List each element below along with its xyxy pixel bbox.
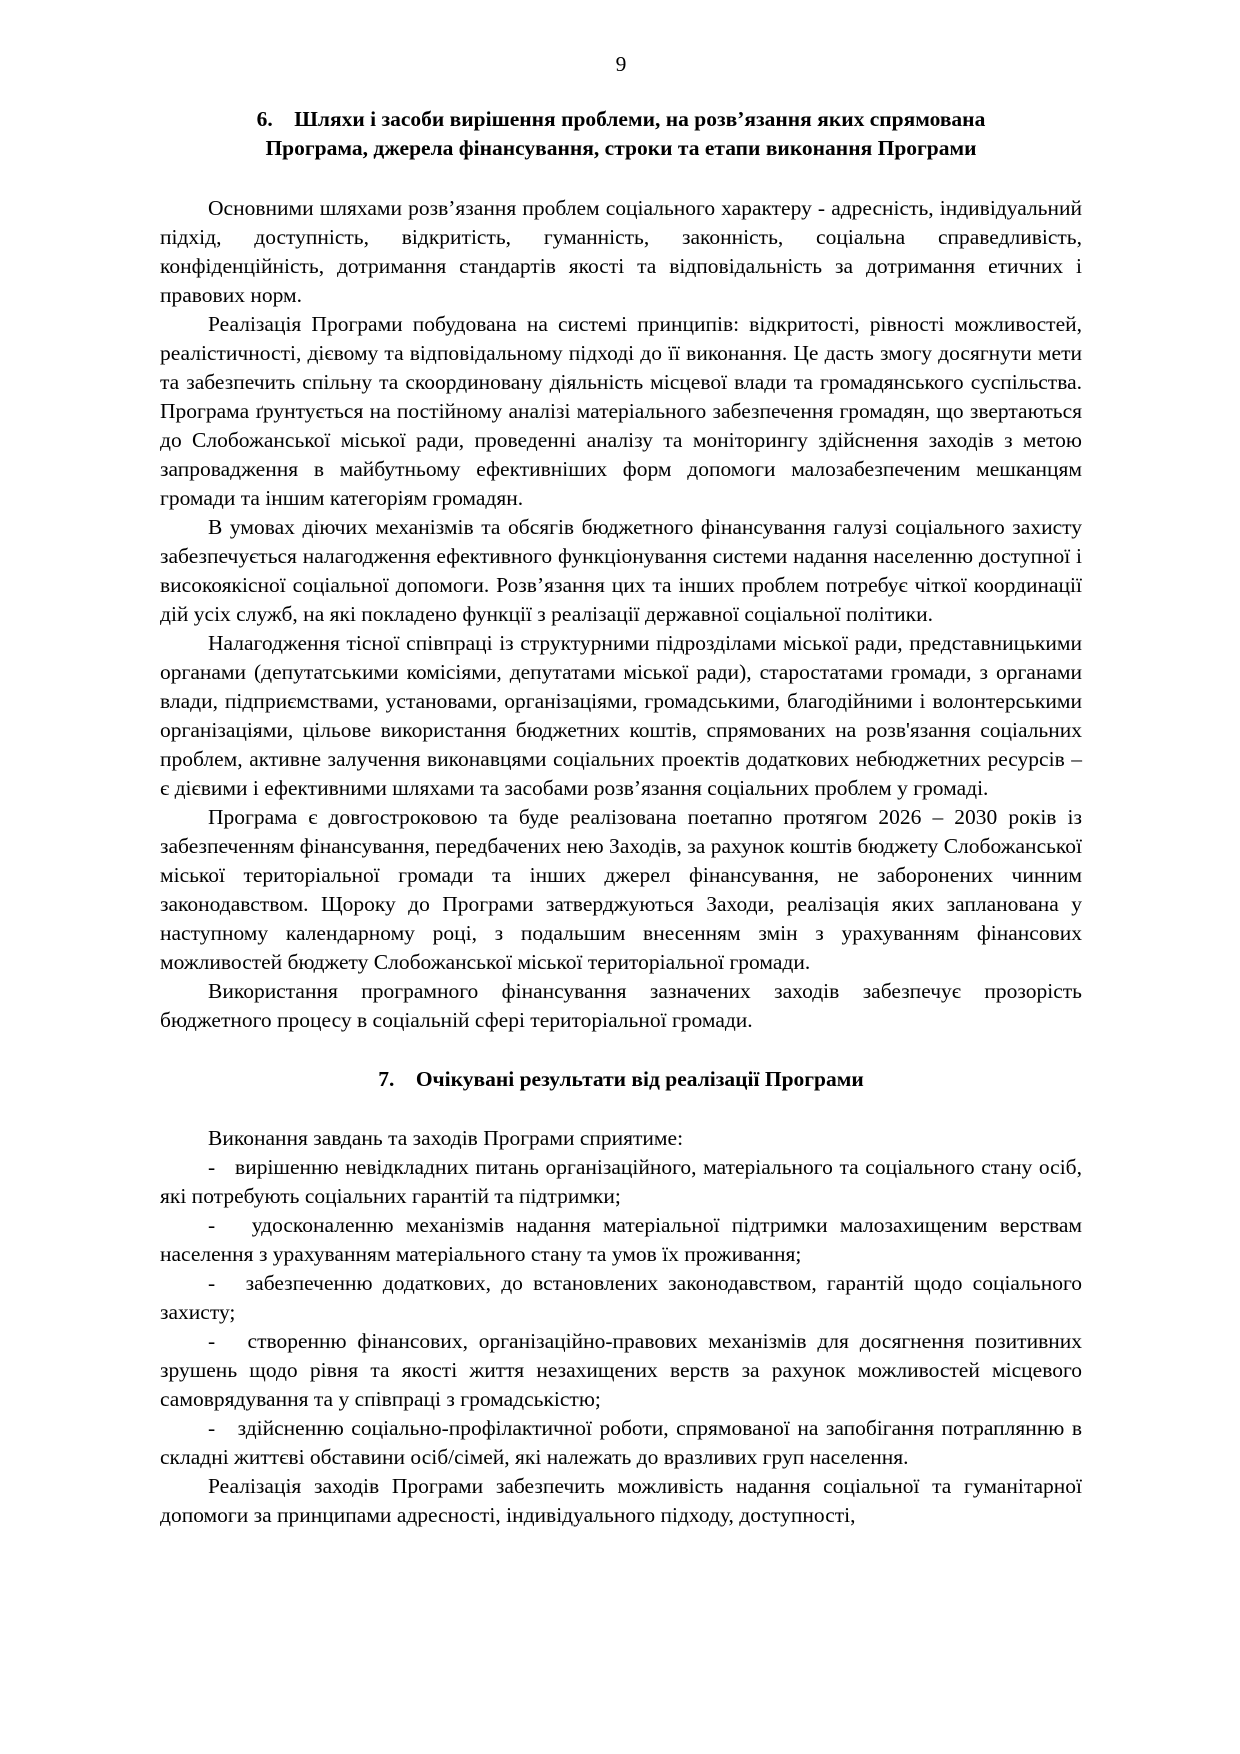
section-6-heading-line-2: Програма, джерела фінансування, строки та етапи виконання Програми: [265, 136, 977, 160]
section-6-heading: [160, 105, 1082, 163]
section-7-intro: Виконання завдань та заходів Програми сприятиме:: [208, 1126, 684, 1150]
section-7-list-item-3: - забезпеченню додаткових, до встановлених законодавством, гарантій щодо соціального захисту;: [160, 1271, 1082, 1324]
section-7-list-item-1: - вирішенню невідкладних питань організаційного, матеріального та соціального стану осіб, які потребують соціальних гарантій та підтримки;: [160, 1155, 1082, 1208]
section-7-closing: Реалізація заходів Програми забезпечить можливість надання соціальної та гуманітарної допомоги за принципами адресності, індивідуального підходу, доступності,: [160, 1474, 1082, 1527]
section-6-heading-line-1: 6. Шляхи і засоби вирішення проблеми, на розв’язання яких спрямована: [256, 107, 986, 131]
section-7-heading: 7. Очікувані результати від реалізації Програми: [378, 1067, 864, 1091]
page-number: 9: [615, 52, 627, 76]
section-6-paragraph-5: Програма є довгостроковою та буде реалізована поетапно протягом 2026 – 2030 років із забезпеченням фінансування, передбачених нею Заходів, за рахунок коштів бюджету Слобожанської міської територіальної громади та інших джерел фінансування, не заборонених чинним законодавством. Щороку до Програми затверджуються Заходи, реалізація яких запланована у наступному календарному році, з подальшим внесенням змін з урахуванням фінансових можливостей бюджету Слобожанської міської територіальної громади.: [160, 805, 1082, 974]
section-6-paragraph-2: Реалізація Програми побудована на системі принципів: відкритості, рівності можливостей, реалістичності, дієвому та відповідальному підході до її виконання. Це дасть змогу досягнути мети та забезпечить спільну та скоординовану діяльність місцевої влади та громадянського суспільства. Програма ґрунтується на постійному аналізі матеріального забезпечення громадян, що звертаються до Слобожанської міської ради, проведенні аналізу та моніторингу здійснення заходів з метою запровадження в майбутньому ефективніших форм допомоги малозабезпеченим мешканцям громади та іншим категоріям громадян.: [160, 312, 1082, 510]
section-7-list-item-4: - створенню фінансових, організаційно-правових механізмів для досягнення позитивних зрушень щодо рівня та якості життя незахищених верств за рахунок можливостей місцевого самоврядування та у співпраці з громадськістю;: [160, 1329, 1082, 1411]
section-7-list-item-2: - удосконаленню механізмів надання матеріальної підтримки малозахищеним верствам населення з урахуванням матеріального стану та умов їх проживання;: [160, 1213, 1082, 1266]
section-6-paragraph-6: Використання програмного фінансування зазначених заходів забезпечує прозорість бюджетного процесу в соціальній сфері територіальної громади.: [160, 979, 1082, 1032]
section-7-list-item-5: - здійсненню соціально-профілактичної роботи, спрямованої на запобігання потраплянню в складні життєві обставини осіб/сімей, які належать до вразливих груп населення.: [160, 1416, 1082, 1469]
section-6-paragraph-1: Основними шляхами розв’язання проблем соціального характеру - адресність, індивідуальний підхід, доступність, відкритість, гуманність, законність, соціальна справедливість, конфіденційність, дотримання стандартів якості та відповідальність за дотримання етичних і правових норм.: [160, 196, 1082, 307]
section-6-paragraph-3: В умовах діючих механізмів та обсягів бюджетного фінансування галузі соціального захисту забезпечується налагодження ефективного функціонування системи надання населенню доступної і високоякісної соціальної допомоги. Розв’язання цих та інших проблем потребує чіткої координації дій усіх служб, на які покладено функції з реалізації державної соціальної політики.: [160, 515, 1082, 626]
section-6-paragraph-4: Налагодження тісної співпраці із структурними підрозділами міської ради, представницькими органами (депутатськими комісіями, депутатами міської ради), старостатами громади, з органами влади, підприємствами, установами, організаціями, громадськими, благодійними і волонтерськими організаціями, цільове використання бюджетних коштів, спрямованих на розв'язання соціальних проблем, активне залучення виконавцями соціальних проектів додаткових небюджетних ресурсів – є дієвими і ефективними шляхами та засобами розв’язання соціальних проблем у громаді.: [160, 631, 1082, 800]
